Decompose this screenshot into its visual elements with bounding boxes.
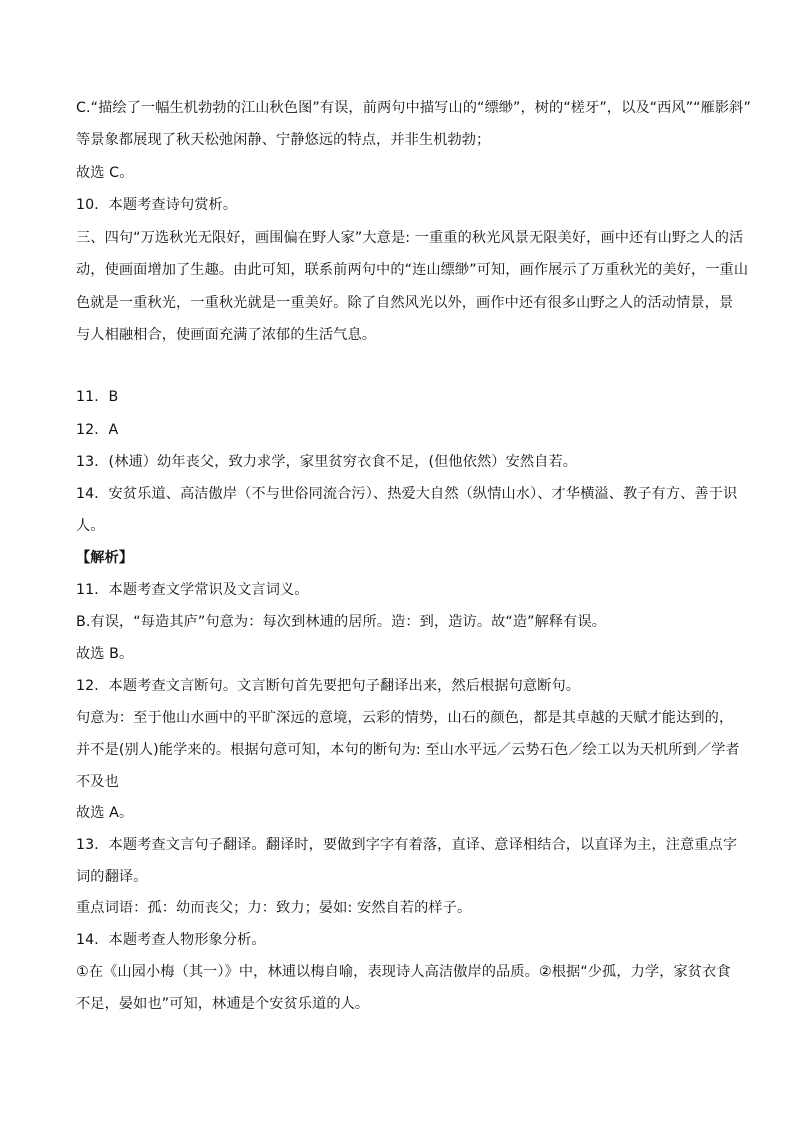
answer-14: 14．安贫乐道、高洁傲岸（不与世俗同流合污）、热爱大自然（纵情山水）、才华横溢、教子有方、善于识 bbox=[76, 486, 738, 502]
text-line: 11．本题考查文学常识及文言词义。 bbox=[76, 582, 309, 598]
text-line: 句意为：至于他山水画中的平旷深远的意境，云彩的情势，山石的颜色，都是其卓越的天赋才能达到的， bbox=[76, 710, 734, 726]
text-line: 词的翻译。 bbox=[76, 869, 148, 885]
text-line: 并不是(别人)能学来的。根据句意可知，本句的断句为: 至山水平远／云势石色／绘工以为天机所到／学者 bbox=[76, 742, 740, 758]
answer-13: 13．(林逋）幼年丧父，致力求学，家里贫穷衣食不足，(但他依然）安然自若。 bbox=[76, 454, 578, 470]
text-line: 动，使画面增加了生趣。由此可知，联系前两句中的“连山缥缈”可知，画作展示了万重秋光的美好，一重山 bbox=[76, 262, 749, 278]
text-line: 与人相融相合，使画面充满了浓郁的生活气息。 bbox=[76, 327, 377, 343]
answer-12: 12．A bbox=[76, 422, 119, 438]
text-line: 故选 C。 bbox=[76, 165, 134, 181]
text-line: 人。 bbox=[76, 518, 105, 534]
text-line: 故选 B。 bbox=[76, 646, 134, 662]
text-line: 重点词语：孤：幼而丧父；力：致力；晏如: 安然自若的样子。 bbox=[76, 900, 472, 916]
text-line: ①在《山园小梅（其一）》中，林逋以梅自喻，表现诗人高洁傲岸的品质。②根据“少孤，力学，家贫衣食 bbox=[76, 964, 731, 980]
text-line: 色就是一重秋光，一重秋光就是一重美好。除了自然风光以外，画作中还有很多山野之人的活动情景，景 bbox=[76, 295, 734, 311]
text-line: 13．本题考查文言句子翻译。翻译时，要做到字字有着落，直译、意译相结合，以直译为主，注意重点字 bbox=[76, 837, 738, 853]
answer-11: 11．B bbox=[76, 389, 119, 405]
text-line: 等景象都展现了秋天松弛闲静、宁静悠远的特点，并非生机勃勃； bbox=[76, 132, 491, 148]
text-line: 12．本题考查文言断句。文言断句首先要把句子翻译出来，然后根据句意断句。 bbox=[76, 678, 581, 694]
text-line: 14．本题考查人物形象分析。 bbox=[76, 932, 266, 948]
text-line: 10．本题考查诗句赏析。 bbox=[76, 197, 238, 213]
text-line: 不足，晏如也”可知，林逋是个安贫乐道的人。 bbox=[76, 996, 370, 1012]
text-line: 不及也 bbox=[76, 774, 119, 790]
analysis-heading: 【解析】 bbox=[76, 550, 134, 566]
text-line: B.有误，“每造其庐”句意为：每次到林逋的居所。造：到，造访。故“造”解释有误。 bbox=[76, 614, 607, 630]
text-line: C.“描绘了一幅生机勃勃的江山秋色图”有误，前两句中描写山的“缥缈”，树的“槎牙”，以及“西风”“雁影斜” bbox=[76, 100, 751, 116]
text-line: 三、四句“万选秋光无限好，画围偏在野人家”大意是: 一重重的秋光风景无限美好，画中还有山野之人的活 bbox=[76, 230, 744, 246]
text-line: 故选 A。 bbox=[76, 805, 134, 821]
